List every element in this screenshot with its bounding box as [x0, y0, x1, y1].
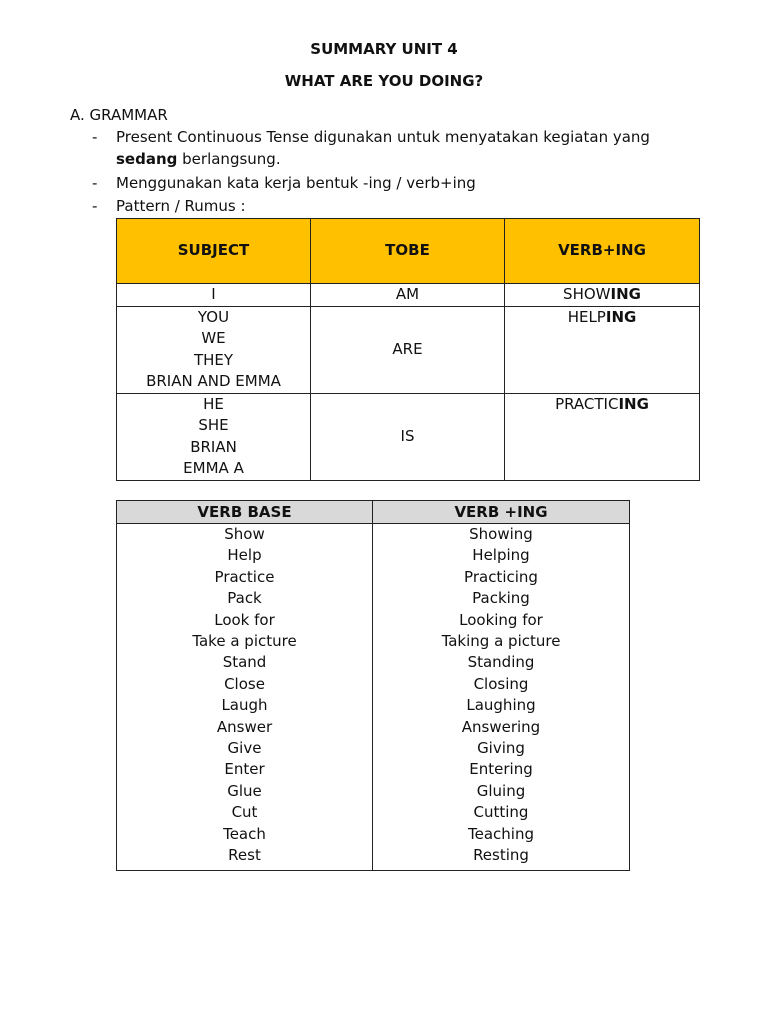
verb-base-item: Pack	[227, 589, 262, 608]
verb-base-item: Close	[224, 674, 265, 693]
verb-ing-item: Answering	[461, 717, 541, 736]
verb-base-item: Cut	[231, 803, 258, 822]
subject: WE	[201, 329, 226, 347]
tobe-cell	[311, 306, 505, 393]
verb-ing-item: Giving	[477, 739, 525, 758]
subject: HE	[203, 394, 224, 413]
verb-ing-item: Teaching	[468, 824, 534, 843]
subject-cell	[117, 306, 311, 393]
bullet-dash: -	[92, 197, 98, 215]
verb-table	[116, 500, 630, 871]
pattern-row-is	[117, 393, 700, 480]
subject: I	[211, 285, 216, 303]
verb-body-row	[117, 524, 630, 871]
verb-base-item: Show	[224, 525, 265, 543]
verb-ing-item: Practicing	[464, 567, 538, 586]
subject: THEY	[193, 350, 234, 369]
verb-ing-item: Showing	[469, 525, 533, 543]
verb-ing-item: Helping	[472, 546, 530, 565]
verb-suffix: ING	[605, 307, 637, 326]
tobe: ARE	[392, 339, 423, 358]
verb-base-item: Give	[227, 739, 262, 758]
subject-cell	[117, 284, 311, 307]
verb-base-item: Stand	[222, 653, 267, 672]
bullet-1-continued	[116, 148, 281, 170]
verb-suffix: ING	[618, 394, 649, 413]
verb-ing-item: Looking for	[459, 610, 543, 629]
verb-header-row	[117, 501, 630, 524]
verb-base: SHOW	[563, 285, 611, 303]
verb-ing-item: Closing	[473, 674, 529, 693]
verb-cell	[505, 393, 700, 480]
header-verb-ing: VERB +ING	[373, 501, 630, 524]
verb-base-item: Teach	[223, 824, 266, 843]
verb-ing-item: Taking a picture	[441, 632, 561, 651]
verb-ing-item: Resting	[473, 846, 529, 865]
bullet-dash: -	[92, 174, 98, 192]
verb-base-column	[117, 524, 373, 871]
verb-ing-item: Cutting	[473, 803, 529, 822]
bullet-1-rest: berlangsung.	[177, 150, 281, 168]
verb-base: HELP	[567, 307, 606, 326]
verb-base-item: Rest	[228, 846, 261, 865]
verb-ing-item: Laughing	[466, 696, 536, 715]
verb-cell	[505, 284, 700, 307]
subject: SHE	[198, 416, 229, 434]
pattern-row-are	[117, 306, 700, 393]
verb-ing-column	[373, 524, 630, 871]
header-verb-base: VERB BASE	[117, 501, 373, 524]
subject-cell	[117, 393, 311, 480]
tobe: IS	[400, 426, 415, 445]
bullet-1-text: Present Continuous Tense digunakan untuk menyatakan kegiatan yang	[116, 128, 650, 146]
verb-base-item: Practice	[214, 567, 275, 586]
bold-word: sedang	[116, 150, 178, 168]
doc-subtitle: WHAT ARE YOU DOING?	[284, 72, 484, 90]
subject: YOU	[197, 307, 230, 326]
doc-title: SUMMARY UNIT 4	[310, 40, 458, 58]
verb-ing-item: Entering	[469, 760, 533, 779]
header-subject: SUBJECT	[117, 219, 311, 284]
pattern-row-am	[117, 284, 700, 307]
pattern-table	[116, 218, 700, 481]
verb-base-item: Glue	[227, 781, 262, 800]
verb-base-item: Answer	[216, 717, 273, 736]
tobe-cell	[311, 284, 505, 307]
verb-base: PRACTIC	[555, 394, 619, 413]
verb-ing-item: Packing	[472, 589, 530, 608]
verb-cell	[505, 306, 700, 393]
subject: EMMA A	[183, 459, 244, 477]
verb-base-item: Laugh	[221, 696, 268, 715]
verb-suffix: ING	[610, 285, 641, 303]
bullet-dash: -	[92, 128, 98, 146]
verb-ing-item: Standing	[467, 653, 535, 672]
bullet-2-text: Menggunakan kata kerja bentuk -ing / verb+ing	[116, 174, 476, 192]
subject: BRIAN	[190, 437, 237, 456]
tobe-cell	[311, 393, 505, 480]
bullet-3-text: Pattern / Rumus :	[116, 197, 246, 215]
subject: BRIAN AND EMMA	[146, 372, 281, 390]
section-heading: A. GRAMMAR	[70, 106, 168, 124]
tobe: AM	[395, 285, 420, 303]
pattern-header-row	[117, 219, 700, 284]
header-verb-ing: VERB+ING	[505, 219, 700, 284]
verb-ing-item: Gluing	[476, 781, 526, 800]
verb-base-item: Enter	[224, 760, 265, 779]
verb-base-item: Look for	[214, 610, 275, 629]
verb-base-item: Take a picture	[192, 632, 297, 651]
verb-base-item: Help	[227, 546, 262, 565]
header-tobe: TOBE	[311, 219, 505, 284]
